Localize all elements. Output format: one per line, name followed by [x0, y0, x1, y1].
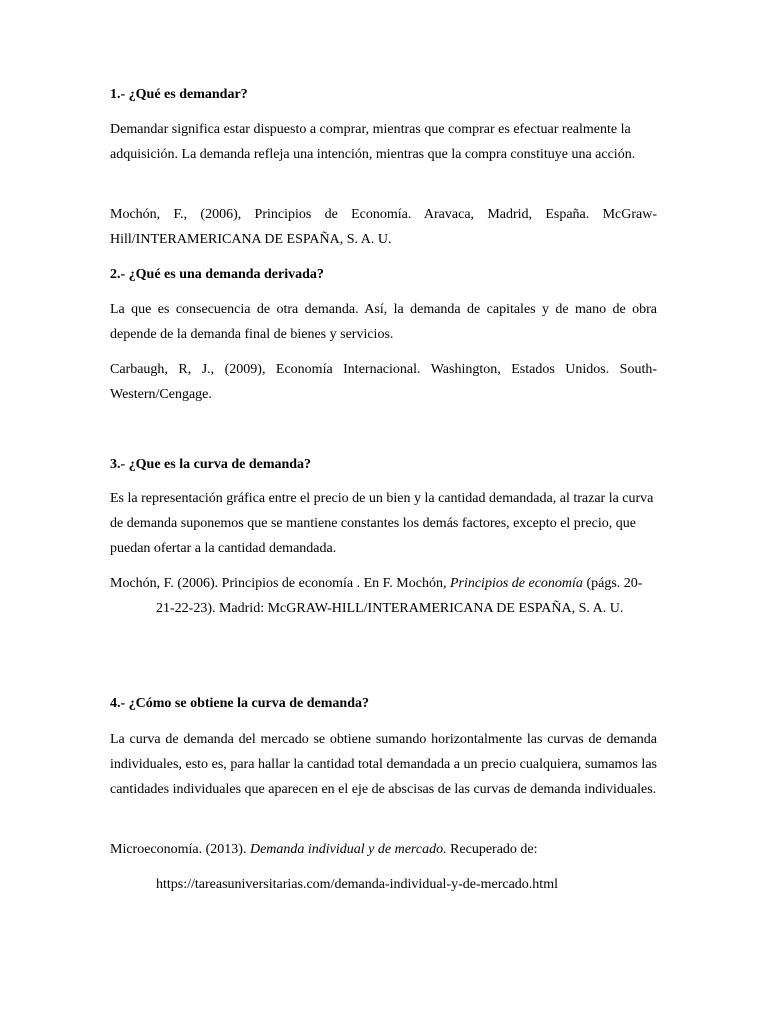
section-4-citation-title: Demanda individual y de mercado.	[249, 842, 447, 857]
section-4-heading: 4.- ¿Cómo se obtiene la curva de demanda?	[110, 696, 369, 711]
section-1-citation: Mochón, F., (2006), Principios de Economía. Aravaca, Madrid, España. McGraw-Hill/INTERAMERICANA DE ESPAÑA, S. A. U.	[110, 207, 657, 247]
section-4-citation-start: Microeconomía. (2013).	[110, 842, 250, 857]
section-1-heading: 1.- ¿Qué es demandar?	[110, 87, 248, 102]
section-2-heading: 2.- ¿Qué es una demanda derivada?	[110, 267, 324, 282]
section-3-paragraph: Es la representación gráfica entre el precio de un bien y la cantidad demandada, al trazar la curva de demanda suponemos que se mantiene constantes los demás factores, excepto el precio, que puedan ofertar a la cantidad demandada.	[110, 491, 654, 556]
section-1-paragraph: Demandar significa estar dispuesto a comprar, mientras que comprar es efectuar realmente la adquisición. La demanda refleja una intención, mientras que la compra constituye una acción.	[110, 122, 636, 162]
section-3-citation-end: (págs. 20-21-22-23). Madrid: McGRAW-HILL/INTERAMERICANA DE ESPAÑA, S. A. U.	[156, 576, 643, 616]
section-2-citation: Carbaugh, R, J., (2009), Economía Internacional. Washington, Estados Unidos. South-Western/Cengage.	[110, 362, 657, 402]
section-4-citation-url: https://tareasuniversitarias.com/demanda-individual-y-de-mercado.html	[156, 877, 558, 892]
section-4-citation	[110, 837, 657, 862]
section-2-paragraph: La que es consecuencia de otra demanda. Así, la demanda de capitales y de mano de obra depende de la demanda final de bienes y servicios.	[110, 302, 657, 342]
section-3-citation-start: Mochón, F. (2006). Principios de economía . En F. Mochón,	[110, 576, 450, 591]
section-3-heading: 3.- ¿Que es la curva de demanda?	[110, 457, 312, 472]
section-4-citation-end: Recuperado de:	[446, 842, 538, 857]
section-3-citation	[110, 571, 657, 621]
section-4-paragraph: La curva de demanda del mercado se obtiene sumando horizontalmente las curvas de demanda individuales, esto es, para hallar la cantidad total demandada a un precio cualquiera, sumamos las cantidades individuales que aparecen en el eje de abscisas de las curvas de demanda individuales.	[110, 732, 657, 797]
section-3-citation-title: Principios de economía	[449, 576, 583, 591]
